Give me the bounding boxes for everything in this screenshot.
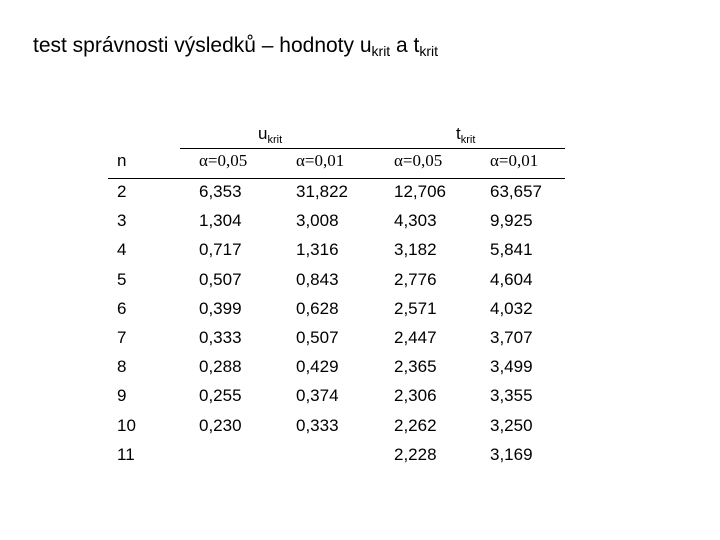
table-cell-col-u-alpha-001: 0,507 xyxy=(296,328,339,347)
row-label-n: 9 xyxy=(117,386,127,406)
table-cell-col-t-alpha-005: 2,306 xyxy=(394,386,437,406)
table-cell-col-u-alpha-005: 0,507 xyxy=(199,269,242,289)
group-header-u-krit: $u_{krit}$ xyxy=(258,124,283,146)
table-cell-col-u-alpha-001: 0,429 xyxy=(296,357,339,377)
table-cell-col-u-alpha-005: 0,288 xyxy=(199,357,242,377)
table-cell-col-t-alpha-001: 3,355 xyxy=(490,386,533,406)
column-header-col-u-alpha-001: α=0,01 xyxy=(296,151,345,170)
table-cell-col-u-alpha-005: 0,255 xyxy=(199,386,242,406)
table-cell-col-u-alpha-005: 1,304 xyxy=(199,211,242,231)
table-cell-col-t-alpha-001: 63,657 xyxy=(490,182,542,201)
table-cell-col-t-alpha-001: 3,250 xyxy=(490,415,533,435)
table-cell-col-t-alpha-005: 12,706 xyxy=(394,182,446,201)
table-cell-col-u-alpha-001: 0,374 xyxy=(296,386,339,406)
table-cell-col-u-alpha-001: 1,316 xyxy=(296,240,339,260)
table-cell-col-t-alpha-005: 4,303 xyxy=(394,211,437,231)
table-cell-col-u-alpha-005: 0,333 xyxy=(199,328,242,347)
table-cell-col-t-alpha-005: 2,365 xyxy=(394,357,437,377)
table-cell-col-t-alpha-005: 2,262 xyxy=(394,415,437,435)
group-header-t-krit: $t_{krit}$ xyxy=(456,124,476,146)
column-header-rule xyxy=(108,178,565,179)
column-header-col-t-alpha-005: α=0,05 xyxy=(394,151,443,170)
table-cell-col-t-alpha-001: 3,499 xyxy=(490,357,533,377)
table-cell-col-u-alpha-005: 6,353 xyxy=(199,182,242,201)
row-label-n: 4 xyxy=(117,240,127,260)
row-label-n: 8 xyxy=(117,357,127,377)
column-header-col-n: n xyxy=(117,151,127,170)
table-cell-col-u-alpha-001: 0,628 xyxy=(296,298,339,318)
table-cell-col-t-alpha-001: 3,169 xyxy=(490,444,533,464)
table-cell-col-t-alpha-001: 9,925 xyxy=(490,211,533,231)
row-label-n: 11 xyxy=(117,444,135,464)
table-cell-col-u-alpha-001: 0,843 xyxy=(296,269,339,289)
group-header-rule xyxy=(180,148,565,149)
row-label-n: 3 xyxy=(117,211,127,231)
row-label-n: 10 xyxy=(117,415,136,435)
table-cell-col-u-alpha-001: 31,822 xyxy=(296,182,348,201)
table-cell-col-t-alpha-005: 2,228 xyxy=(394,444,437,464)
column-header-col-u-alpha-005: α=0,05 xyxy=(199,151,248,170)
table-cell-col-t-alpha-001: 3,707 xyxy=(490,328,533,347)
page-title: test správnosti výsledků – hodnoty $u_{krit}$ a $t_{krit}$ xyxy=(33,34,439,59)
table-cell-col-u-alpha-005: 0,717 xyxy=(199,240,242,260)
table-cell-col-t-alpha-001: 4,032 xyxy=(490,298,533,318)
table-cell-col-t-alpha-005: 2,571 xyxy=(394,298,437,318)
row-label-n: 2 xyxy=(117,182,127,201)
row-label-n: 5 xyxy=(117,269,127,289)
table-cell-col-t-alpha-005: 3,182 xyxy=(394,240,437,260)
table-cell-col-u-alpha-001: 3,008 xyxy=(296,211,339,231)
table-cell-col-t-alpha-001: 5,841 xyxy=(490,240,533,260)
table-cell-col-t-alpha-005: 2,776 xyxy=(394,269,437,289)
row-label-n: 6 xyxy=(117,298,127,318)
table-cell-col-u-alpha-005: 0,230 xyxy=(199,415,242,435)
table-cell-col-u-alpha-005: 0,399 xyxy=(199,298,242,318)
row-label-n: 7 xyxy=(117,328,127,347)
table-cell-col-u-alpha-001: 0,333 xyxy=(296,415,339,435)
table-cell-col-t-alpha-005: 2,447 xyxy=(394,328,437,347)
table-cell-col-t-alpha-001: 4,604 xyxy=(490,269,533,289)
column-header-col-t-alpha-001: α=0,01 xyxy=(490,151,539,170)
